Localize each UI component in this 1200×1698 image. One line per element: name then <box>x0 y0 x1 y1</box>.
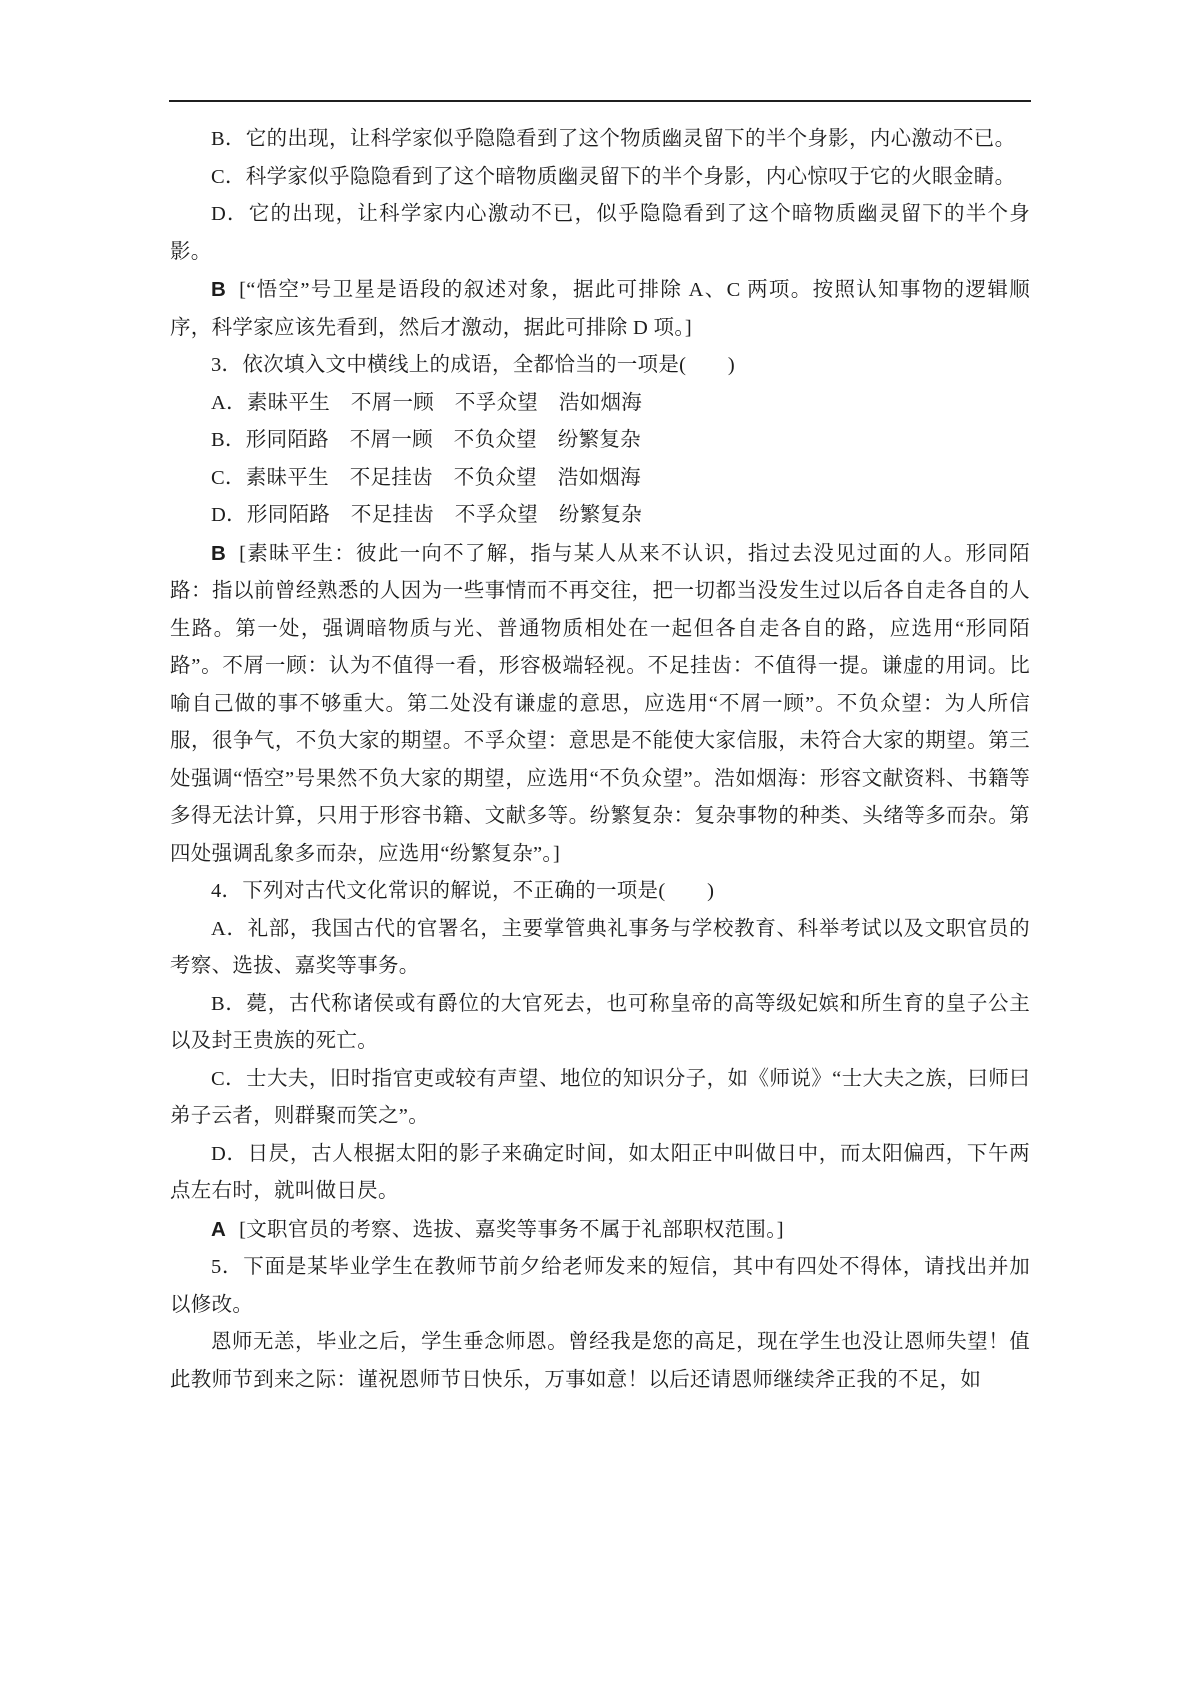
option-a-q4 <box>170 911 1030 986</box>
question-3 <box>170 347 1030 385</box>
option-text: A．素昧平生 不屑一顾 不孚众望 浩如烟海 <box>211 391 643 414</box>
option-text: C．士大夫，旧时指官吏或较有声望、地位的知识分子，如《师说》“士大夫之族，曰师曰弟子云者，则群聚而笑之”。 <box>170 1067 1030 1127</box>
question-text: 5．下面是某毕业学生在教师节前夕给老师发来的短信，其中有四处不得体，请找出并加以修改。 <box>170 1256 1030 1316</box>
option-a-q3 <box>170 385 1030 423</box>
option-text: B．薨，古代称诸侯或有爵位的大官死去，也可称皇帝的高等级妃嫔和所生育的皇子公主以及封王贵族的死亡。 <box>170 992 1030 1052</box>
option-b-q4 <box>170 986 1030 1061</box>
option-text: D．日昃，古人根据太阳的影子来确定时间，如太阳正中叫做日中，而太阳偏西，下午两点左右时，就叫做日昃。 <box>170 1142 1030 1202</box>
page-top-rule <box>169 100 1031 102</box>
option-text: D．它的出现，让科学家内心激动不已，似乎隐隐看到了这个暗物质幽灵留下的半个身影。 <box>170 203 1030 263</box>
option-text: B．它的出现，让科学家似乎隐隐看到了这个物质幽灵留下的半个身影，内心激动不已。 <box>211 128 1016 150</box>
question-4 <box>170 873 1030 911</box>
option-text: B．形同陌路 不屑一顾 不负众望 纷繁复杂 <box>211 429 641 451</box>
option-text: D．形同陌路 不足挂齿 不孚众望 纷繁复杂 <box>211 504 643 526</box>
answer-text: [素昧平生：彼此一向不了解，指与某人从来不认识，指过去没见过面的人。形同陌路：指以前曾经熟悉的人因为一些事情而不再交往，把一切都当没发生过以后各自走各自的人生路。第一处，强调暗物质与光、普通物质相处在一起但各自走各自的路，应选用“形同陌路”。不屑一顾：认为不值得一看，形容极端轻视。不足挂齿：不值得一提。谦虚的用词。比喻自己做的事不够重大。第二处没有谦虚的意思，应选用“不屑一顾”。不负众望：为人所信服，很争气，不负大家的期望。不孚众望：意思是不能使大家信服，未符合大家的期望。第三处强调“悟空”号果然不负大家的期望，应选用“不负众望”。浩如烟海：形容文献资料、书籍等多得无法计算，只用于形容书籍、文献多等。纷繁复杂：复杂事物的种类、头绪等多而杂。第四处强调乱象多而杂，应选用“纷繁复杂”。] <box>170 542 1030 865</box>
message-body-q5 <box>170 1324 1030 1399</box>
answer-text: [文职官员的考察、选拔、嘉奖等事务不属于礼部职权范围。] <box>239 1218 784 1241</box>
option-text: C．科学家似乎隐隐看到了这个暗物质幽灵留下的半个身影，内心惊叹于它的火眼金睛。 <box>211 165 1016 188</box>
answer-letter: B <box>211 541 227 565</box>
option-c-q2 <box>170 159 1030 197</box>
body-text: 恩师无恙，毕业之后，学生垂念师恩。曾经我是您的高足，现在学生也没让恩师失望！值此教师节到来之际：谨祝恩师节日快乐，万事如意！以后还请恩师继续斧正我的不足，如 <box>170 1331 1030 1391</box>
question-text: 3．依次填入文中横线上的成语，全都恰当的一项是( ) <box>211 354 736 376</box>
answer-letter: B <box>211 278 227 301</box>
option-b-q2 <box>170 121 1030 159</box>
option-c-q3 <box>170 460 1030 498</box>
option-text: A．礼部，我国古代的官署名，主要掌管典礼事务与学校教育、科举考试以及文职官员的考察、选拔、嘉奖等事务。 <box>170 917 1030 977</box>
question-text: 4．下列对古代文化常识的解说，不正确的一项是( ) <box>211 880 715 902</box>
option-d-q2 <box>170 196 1030 271</box>
option-d-q3 <box>170 497 1030 535</box>
answer-explanation-q2 <box>170 271 1030 347</box>
answer-explanation-q3 <box>170 535 1030 874</box>
question-5 <box>170 1249 1030 1324</box>
page-content <box>170 121 1030 1399</box>
answer-letter: A <box>211 1217 227 1241</box>
option-c-q4 <box>170 1061 1030 1136</box>
option-d-q4 <box>170 1136 1030 1211</box>
answer-explanation-q4 <box>170 1211 1030 1250</box>
option-text: C．素昧平生 不足挂齿 不负众望 浩如烟海 <box>211 466 641 489</box>
option-b-q3 <box>170 422 1030 460</box>
answer-text: [“悟空”号卫星是语段的叙述对象，据此可排除 A、C 两项。按照认知事物的逻辑顺序，科学家应该先看到，然后才激动，据此可排除 D 项。] <box>170 279 1030 339</box>
